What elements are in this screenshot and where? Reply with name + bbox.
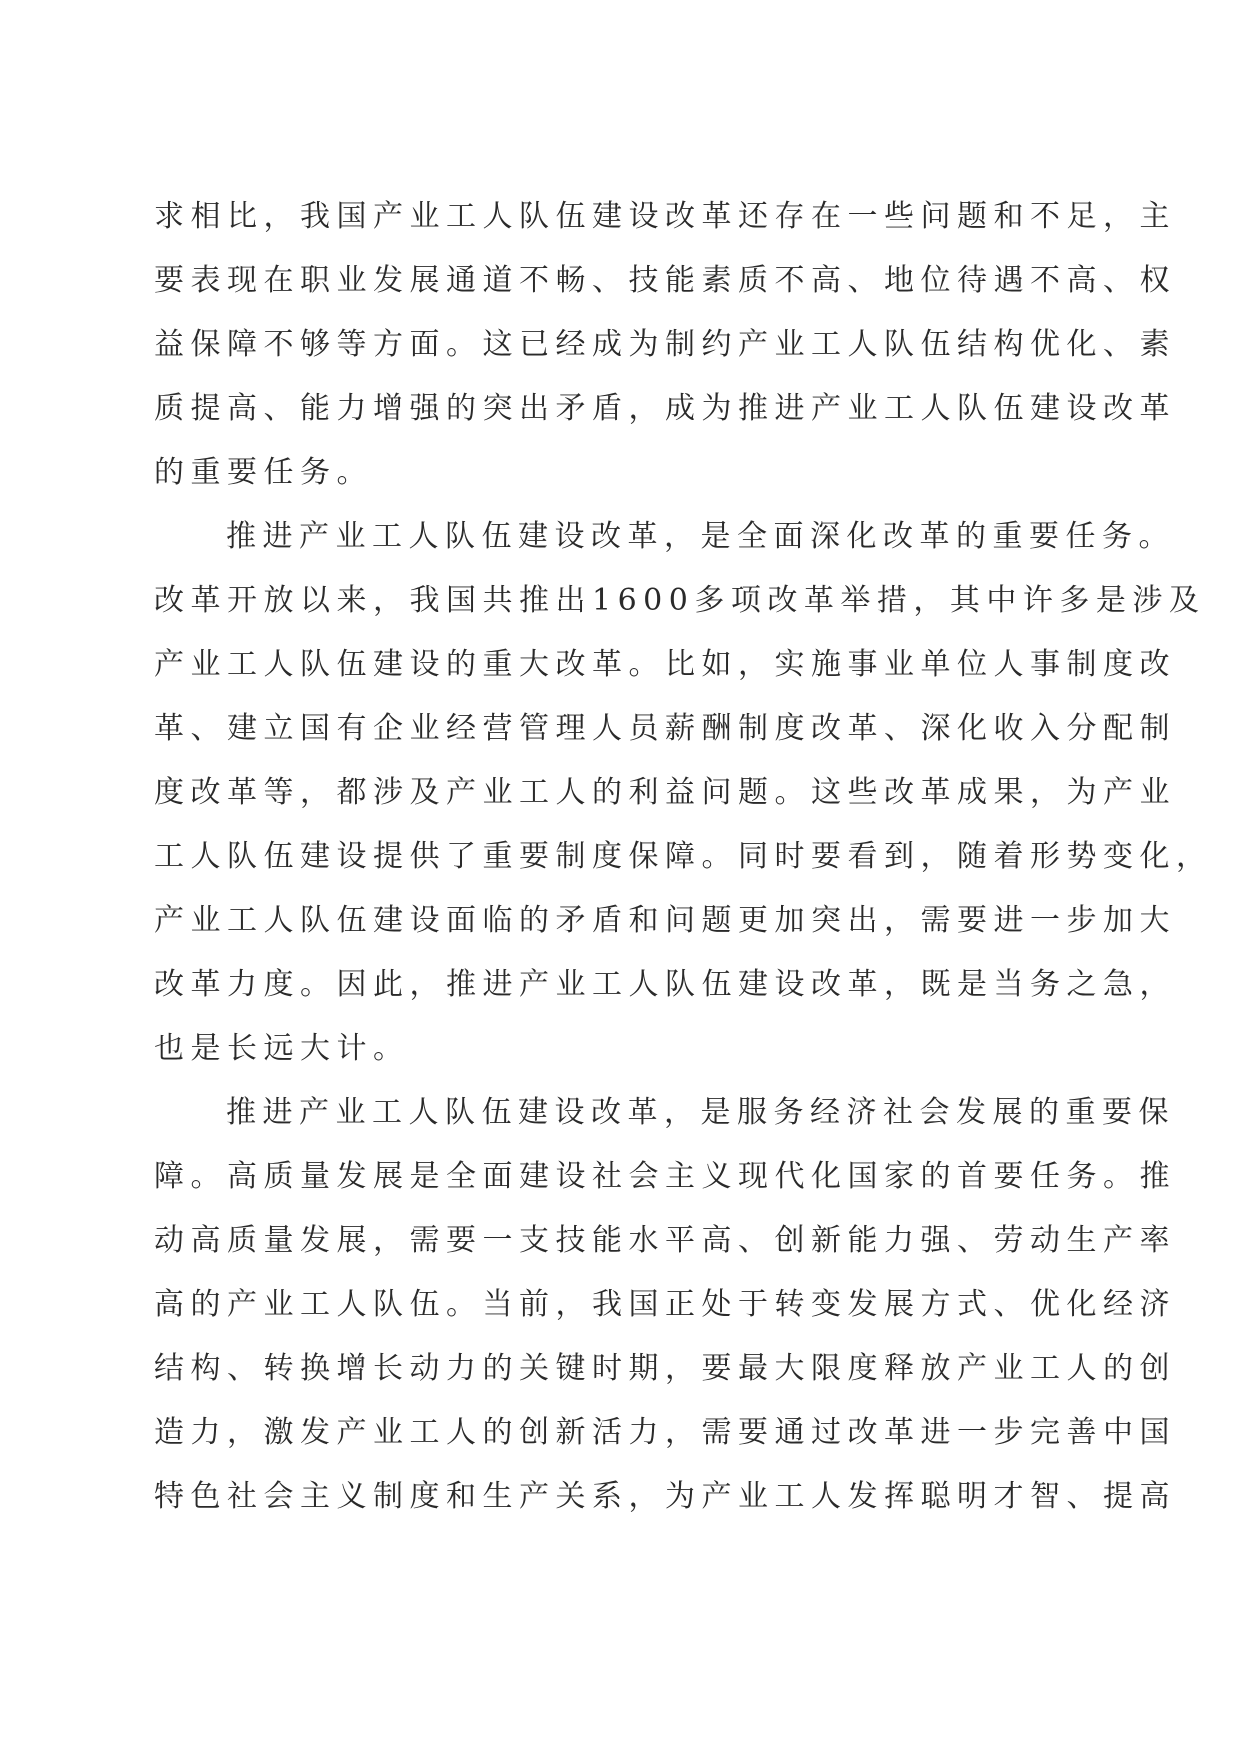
paragraph-3 <box>154 1081 1176 1529</box>
paragraph-2 <box>154 505 1213 1081</box>
text-line: 改革力度。因此，推进产业工人队伍建设改革，既是当务之急， <box>154 967 1176 1002</box>
text-line-indented: 推进产业工人队伍建设改革，是服务经济社会发展的重要保 <box>226 1095 1175 1130</box>
text-line: 造力，激发产业工人的创新活力，需要通过改革进一步完善中国 <box>154 1415 1176 1450</box>
text-line: 工人队伍建设提供了重要制度保障。同时要看到，随着形势变化， <box>154 839 1213 874</box>
text-line: 益保障不够等方面。这已经成为制约产业工人队伍结构优化、素 <box>154 327 1176 362</box>
text-line: 高的产业工人队伍。当前，我国正处于转变发展方式、优化经济 <box>154 1287 1176 1322</box>
text-line: 也是长远大计。 <box>154 1031 410 1066</box>
text-line: 的重要任务。 <box>154 455 373 490</box>
paragraph-1 <box>154 185 1176 505</box>
text-line: 质提高、能力增强的突出矛盾，成为推进产业工人队伍建设改革 <box>154 391 1176 426</box>
document-body <box>154 185 1213 1529</box>
text-line: 结构、转换增长动力的关键时期，要最大限度释放产业工人的创 <box>154 1351 1176 1386</box>
text-line: 产业工人队伍建设的重大改革。比如，实施事业单位人事制度改 <box>154 647 1176 682</box>
text-line: 改革开放以来，我国共推出1600多项改革举措，其中许多是涉及 <box>154 583 1206 618</box>
text-line: 特色社会主义制度和生产关系，为产业工人发挥聪明才智、提高 <box>154 1479 1176 1514</box>
text-line: 产业工人队伍建设面临的矛盾和问题更加突出，需要进一步加大 <box>154 903 1176 938</box>
text-line: 求相比，我国产业工人队伍建设改革还存在一些问题和不足，主 <box>154 199 1176 234</box>
text-line: 要表现在职业发展通道不畅、技能素质不高、地位待遇不高、权 <box>154 263 1176 298</box>
text-line: 障。高质量发展是全面建设社会主义现代化国家的首要任务。推 <box>154 1159 1176 1194</box>
text-line: 革、建立国有企业经营管理人员薪酬制度改革、深化收入分配制 <box>154 711 1176 746</box>
text-line-indented: 推进产业工人队伍建设改革，是全面深化改革的重要任务。 <box>226 519 1175 554</box>
text-line: 度改革等，都涉及产业工人的利益问题。这些改革成果，为产业 <box>154 775 1176 810</box>
text-line: 动高质量发展，需要一支技能水平高、创新能力强、劳动生产率 <box>154 1223 1176 1258</box>
